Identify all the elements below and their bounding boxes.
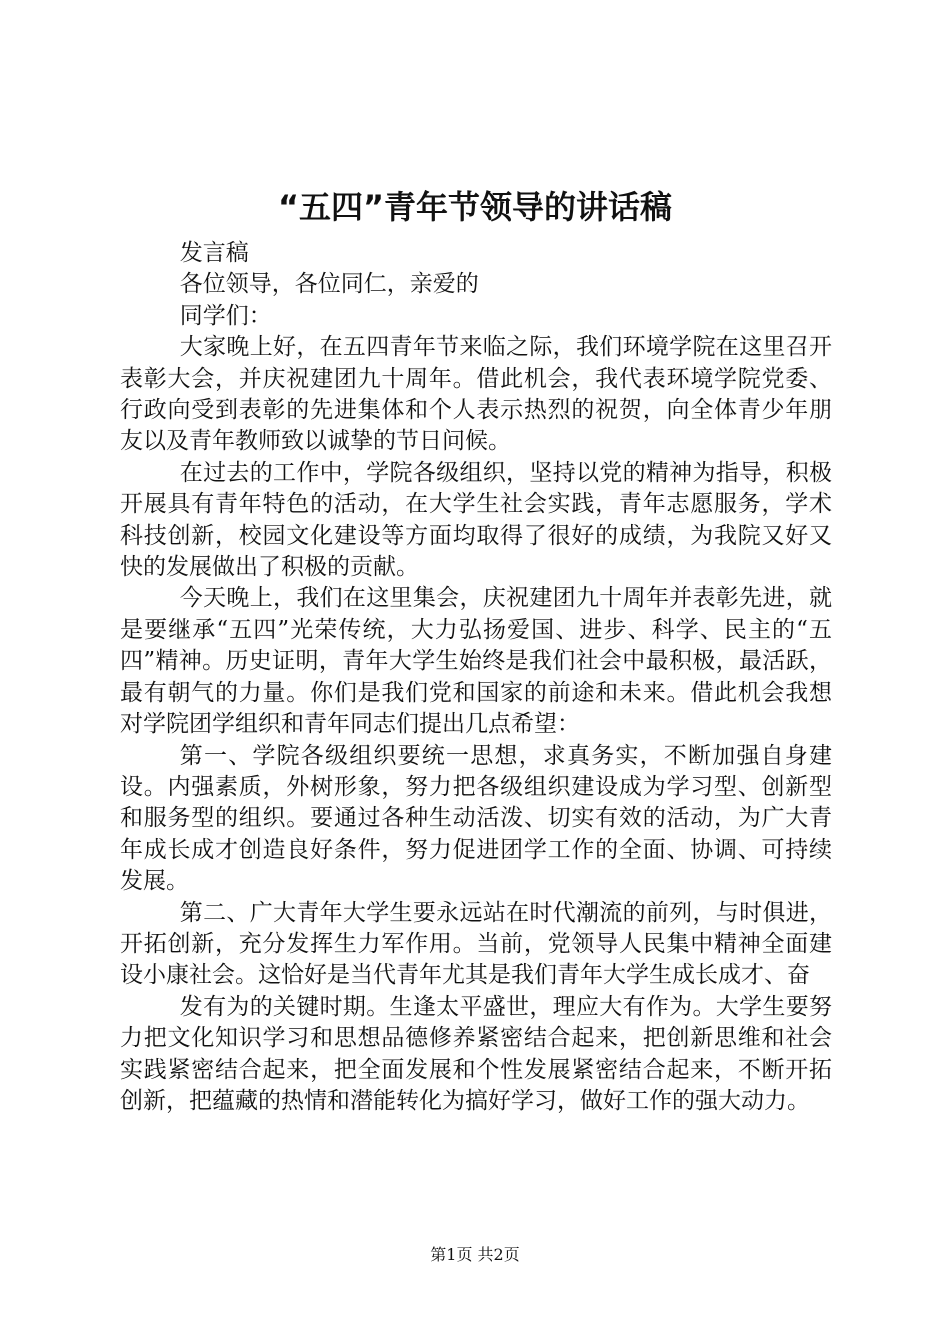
paragraph-past-work: 在过去的工作中，学院各级组织，坚持以党的精神为指导，积极开展具有青年特色的活动，在大学生社会实践，青年志愿服务，学术科技创新，校园文化建设等方面均取得了很好的成绩，为我院又好又快的发展做出了积极的贡献。 bbox=[120, 459, 832, 581]
paragraph-tonight: 今天晚上，我们在这里集会，庆祝建团九十周年并表彰先进，就是要继承“五四”光荣传统，大力弘扬爱国、进步、科学、民主的“五四”精神。历史证明，青年大学生始终是我们社会中最积极，最活跃，最有朝气的力量。你们是我们党和国家的前途和未来。借此机会我想对学院团学组织和青年同志们提出几点希望： bbox=[120, 585, 832, 738]
paragraph-salutation: 各位领导，各位同仁，亲爱的 bbox=[179, 271, 479, 298]
paragraph-second-cont: 发有为的关键时期。生逢太平盛世，理应大有作为。大学生要努力把文化知识学习和思想品德修养紧密结合起来，把创新思维和社会实践紧密结合起来，把全面发展和个性发展紧密结合起来，不断开拓创新，把蕴藏的热情和潜能转化为搞好学习，做好工作的强大动力。 bbox=[120, 993, 832, 1114]
document-body bbox=[120, 238, 832, 1117]
paragraph-greeting: 大家晚上好，在五四青年节来临之际，我们环境学院在这里召开表彰大会，并庆祝建团九十周年。借此机会，我代表环境学院党委、行政向受到表彰的先进集体和个人表示热烈的祝贺，向全体青少年朋友以及青年教师致以诚挚的节日问候。 bbox=[120, 334, 832, 455]
document-title: “五四”青年节领导的讲话稿 bbox=[277, 188, 673, 226]
paragraph-second: 第二、广大青年大学生要永远站在时代潮流的前列，与时俱进，开拓创新，充分发挥生力军作用。当前，党领导人民集中精神全面建设小康社会。这恰好是当代青年尤其是我们青年大学生成长成才、奋 bbox=[120, 899, 832, 989]
paragraph-salutation-cont: 同学们： bbox=[179, 302, 272, 329]
paragraph-first: 第一、学院各级组织要统一思想，求真务实，不断加强自身建设。内强素质，外树形象，努力把各级组织建设成为学习型、创新型和服务型的组织。要通过各种生动活泼、切实有效的活动，为广大青年成长成才创造良好条件，努力促进团学工作的全面、协调、可持续发展。 bbox=[120, 742, 832, 895]
paragraph-heading: 发言稿 bbox=[179, 240, 249, 266]
page-footer: 第1页 共2页 bbox=[430, 1245, 520, 1264]
